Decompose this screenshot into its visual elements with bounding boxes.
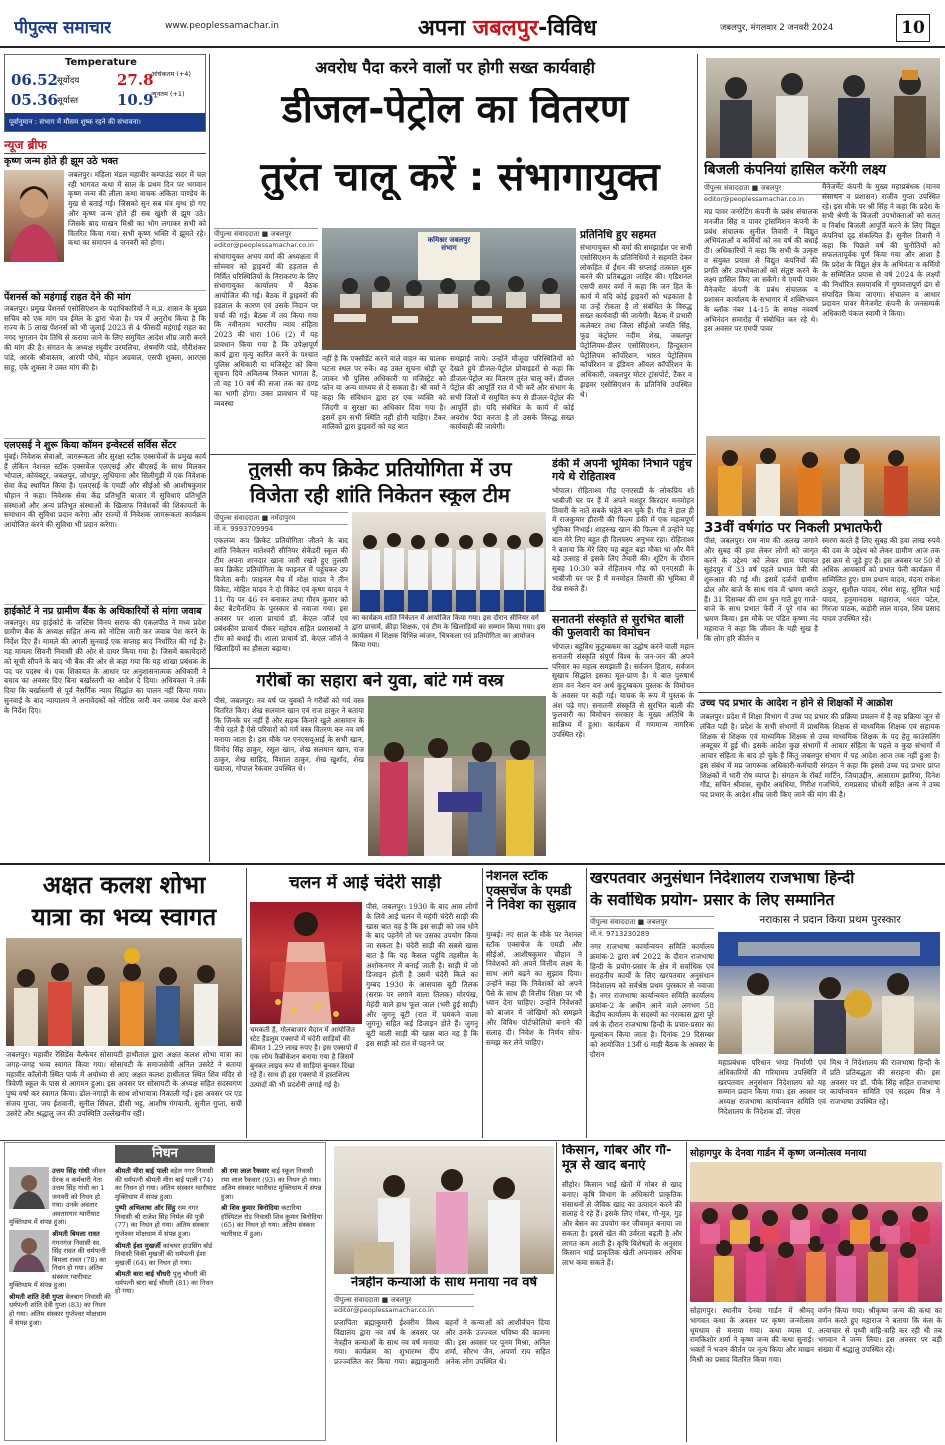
obituary-text-3: बेलबाग निवासी की धर्मपत्नी शांति देवी गुप्ता (83) का निधन हो गया। अंतिम संस्कार गुप्तेश्वर मोक्षधाम में संपन्न हुआ। xyxy=(9,1292,111,1327)
weather-forecast: पूर्वानुमान : संभाग में मौसम शुष्क रहने की संभावना। xyxy=(5,113,205,131)
lead-col-3: समझाई जाये। उन्होंने मौजूदा परिस्थितियों को देखते हुये डीजल-पेट्रोल प्रोवाइडरों से कहा कि डीजल-पेट्रोल का वितरण तुरंत चालू करें। डीजल पेट्रोल की आपूर्ति रात में भी करें और संभाग के सभी जिलों में समुचित रूप से डीजल-पेट्रोल की आपूर्ति हो। यदि संबंधित के कार्य में कोई अवरोध पैदा करता है तो उसके विरुद्ध सख्त कार्यवाही की जायेगी। xyxy=(450,354,574,432)
brief-item-3-body: मुंबई। निवेशक सेवाओं, जागरूकता और सुरक्षा स्टॉक एक्सचेंजों के प्रमुख कार्य हैं लेकिन नेशनल स्टॉक एक्सचेंज एलएसई और बीएसई के साथ मिलकर भोपाल, कोयंबटूर, जबलपुर, जोधपुर, लुधियाना और सिलीगुड़ी में एक निवेशक सेवा केंद्र स्थापित किया है। एलएसई के एमडी और सीईओ श्री आशीषकुमार चौहान ने कहा। निवेशक सेवा केंद्र प्रतिभूति बाजार में सुविधाएं प्रतिभूति संस्थाओं और अन्य प्रतिभूत संस्थाओं के खिलाफ निवेशकों की शिकायतों के समाधान की सुविधा प्रदान करेगा और राज्यों में निवेशक जागरूकता कार्यक्रम आयोजित करने की सुविधा भी प्रदान करेगा। xyxy=(4,451,206,530)
sunrise-time: 06.52 xyxy=(11,71,58,89)
obituary-text-9: कटारिया हॉस्पिटल रोड निवासी शिव कुमार बिनोदिया (65) का निधन हो गया। अंतिम संस्कार ग्वारीघाट में हुआ। xyxy=(221,1204,323,1238)
obituary-name-6: श्रीमती ईशा मुखर्जी xyxy=(115,1241,161,1250)
teachers-body: जबलपुर। प्रदेश में शिक्षा विभाग में उच्च पद प्रभार की प्रक्रिया प्रचलन में है वह प्रक्रिया जून से लंबित पड़ी है। प्रदेश के सभी संभागों में प्राथमिक शिक्षक से माध्यमिक शिक्षक एवं सहायक शिक्षक से शिक्षक एवं माध्यमिक शिक्षक से उच्च माध्यमिक शिक्षक के पद हेतु काउंसलिंग अक्टूबर में हुई थी। इसके आदेश कुछ संभागों में आचार संहिता के पहले व कुछ संभागों में आचार संहिता के बाद हो चुके हैं किंतु जबलपुर संभाग में यह आदेश आज तक नहीं हुआ है। इस संबंध में मप्र जागरूक अधिकारी-कर्मचारी संगठन ने कहा कि इससे उच्च पद प्रभार प्राप्त शिक्षकों में भारी रोष व्याप्त है। संगठन के रॉबर्ट मार्टिन, जियाउद्दीन, आसाराम झारिया, दिनेश गौंड, सचिन श्रीवास, सुधीर अवधिया, गिरीश गजभिये, रामप्रसाद चौधरी सहित अन्य ने उच्च पद प्रभार के आदेश शीघ्र जारी किए जाने की मांग की है। xyxy=(700,712,940,800)
tulsi-headline-line1: तुलसी कप क्रिकेट प्रतियोगिता में उप xyxy=(248,458,512,481)
news-brief-label: न्यूज ब्रीफ xyxy=(4,136,206,154)
nidhan-col-1 xyxy=(9,1167,111,1439)
obituary-item-8 xyxy=(221,1167,323,1201)
lead-headline-line1: डीजल-पेट्रोल का वितरण xyxy=(281,88,629,132)
donation-illustration xyxy=(368,696,546,856)
column-divider xyxy=(482,868,483,1138)
obituary-item-4 xyxy=(115,1167,217,1201)
obituary-name-2: श्रीमती बिमला रावत xyxy=(52,1229,100,1238)
portrait-illustration xyxy=(9,1230,49,1272)
prabhatferi-col-2: स्मरण करते हैं लिए सुबह की हवा लाख रुपये की दवा के उद्देश्य को लेकर ग्रामीण आज तक इस क्रम से जुड़े हुए हैं। इस अवसर पर 50 से अधिक आयकार्य को प्रभात फेरी कार्यक्रम में सम्मिलित हुए। ग्राम प्रधान यादव, वंदना राकेश ठाकुर, सुशील यादव, रमेश साहू, सुमित भाई यादव, हनुमानदास महाराज, भरत पटेल, गिरजा पाठक, कड़ोरी लाल यादव, शिव प्रसाद यादव उपस्थित रहे। xyxy=(822,536,940,624)
brief-item-1-title: कृष्ण जन्म होते ही झूम उठे भक्त xyxy=(4,156,119,167)
crowd-illustration xyxy=(690,1162,942,1302)
brief-item-2-body: जबलपुर। प्रमुख पेंशनर्स एसोसिएशन के पदाधिकारियों ने म.प्र. शासन के मुख्य सचिव को एक मांग पत्र ईमेल के द्वारा भेजा है। पत्र में अनुरोध किया है कि राज्य के 5 लाख पेंशनर्स को भी जुलाई 2023 से 4 फीसदी महंगाई राहत का नगद भुगतान देय तिथि से कराया जाने के लिए समुचित आदेश शीघ्र जारी करने की मांग की है। संगठन के अध्यक्ष रघुवीर उरमलिया, शेषमणि पांडे, गौरीशंकर पांडे, आरके श्रीवास्तव, आरपी पौधे, मोहन अग्रवाल, एसपी शुक्ला, आरएस साहू, एके शुक्ला ने उक्त मांग की है। xyxy=(4,303,206,372)
power-headline: बिजली कंपनियां हासिल करेंगी लक्ष्य xyxy=(704,162,886,178)
teachers-headline: उच्च पद प्रभार के आदेश न होने से शिक्षकों में आक्रोश xyxy=(700,698,893,709)
rajbhasha-col-3: मिश्र ने निदेशालय की राजभाषा हिन्दी के प्रति प्रतिबद्धता की सराहना की। इस अवसर पर डॉ. पीके सिंह सहित राजभाषा कार्यान्वयन समिति एवं सदस्य मिश्र ने राजभाषा उपस्थित रहे। xyxy=(830,1058,940,1107)
portrait-illustration xyxy=(9,1167,49,1209)
lead-meeting-photo xyxy=(322,228,576,350)
section-divider xyxy=(698,692,942,693)
column-divider xyxy=(686,1142,687,1442)
section-title xyxy=(418,12,597,42)
sunset-label: सूर्यास्त xyxy=(57,96,79,106)
nidhan-col-2 xyxy=(115,1167,217,1439)
kisan-headline: किसान, गोबर और गौ-मूत्र से खाद बनाएं xyxy=(562,1144,672,1173)
rajbhasha-col-1: नगर राजभाषा कार्यान्वयन समिति कार्यालय क्रमांक-2 द्वारा वर्ष 2022 के दौरान राजभाषा हिन्दी के प्रयोग-प्रसार के क्षेत्र में सर्वाधिक एवं सराहनीय कार्यों के लिए खरपतवार अनुसंधान निदेशालय को सर्वश्रेष्ठ प्रथम पुरस्कार से नवाजा है। नगर राजभाषा कार्यान्वयन समिति कार्यालय क्रमांक-2 के अधीन आने वाले लगभग 58 केंद्रीय कार्यालय के सदस्यों का नराकास द्वारा पूरे वर्ष के दौरान राजभाषा हिन्दी के प्रचार-प्रसार का मूल्यांकन किया जाता है। दिनांक 29 दिसम्बर को आयोजित 13वीं 6 माही बैठक के अवसर के दौरान xyxy=(590,942,714,1059)
garm-vastra-photo xyxy=(368,696,546,856)
tulsi-phone: मो.नं. 9993709994 xyxy=(214,525,274,533)
obituary-item-9 xyxy=(221,1204,323,1238)
navjyoti-byline: पीपुल्स संवाददाता ■ जबलपुर xyxy=(334,1294,474,1307)
navjyoti-email[interactable]: editor@peoplessamachar.co.in xyxy=(334,1306,434,1314)
lead-photo-banner: कमिश्नर जबलपुर संभाग xyxy=(427,236,471,253)
column-divider xyxy=(246,868,247,1138)
award-illustration xyxy=(718,932,940,1054)
section-suffix: -विविध xyxy=(538,16,597,41)
garm-vastra-headline: गरीबों का सहारा बने युवा, बांटे गर्म वस्त्र xyxy=(256,672,504,691)
brief-item-4-body: जबलपुर। मप्र हाईकोर्ट के जस्टिस विनय सराफ की एकलपीठ ने मध्य प्रदेश ग्रामीण बैंक के अध्यक्ष सहित अन्य को नोटिस जारी कर जवाब पेश करने के निर्देश दिए हैं। मामले की अगली सुनवाई एक सप्ताह बाद निर्धारित की गई है। यह मामला सिवनी निवासी की ओर से दायर किया गया है। जिसमें बकायेदारों को सूची सौंपने के बाद भी बैंक की ओर से कहा गया कि यह शाखा प्रबंधक के पद पर पदस्थ थे। एक शिकायत के आधार पर अनुशासनात्मक अधिकारी ने बचाव का अवसर दिए बिना बर्खास्तगी का आदेश दे दिया। अधिवक्ता ने तर्क दिया कि बर्खास्तगी से पूर्व नैसर्गिक न्याय सिद्धांत का पालन नहीं किया गया। सुनवाई के बाद न्यायालय ने अनावेदकों को नोटिस जारी कर जवाब पेश करने के निर्देश दिए। xyxy=(4,617,206,715)
rajbhasha-byline: पीपुल्स संवाददाता ■ जबलपुर xyxy=(590,916,714,929)
obituary-text-7: पुलु चौधरी की धर्मपत्नी बारा बाई चौधरी (81) का निधन हो गया। xyxy=(115,1270,214,1296)
rajbhasha-award-photo xyxy=(718,932,940,1054)
brief-item-2-title: पेंशनर्स को महंगाई राहत देने की मांग xyxy=(4,290,206,304)
officials-illustration xyxy=(706,58,940,158)
brief-item-3-title: एलएसई ने शुरू किया कॉमन इन्वेस्टर्स सर्विस सेंटर xyxy=(4,438,206,452)
page-divider xyxy=(0,863,945,865)
max-temp: 27.8 xyxy=(117,71,154,89)
navjyoti-headline: नेत्रहीन कन्याओं के साथ मनाया नव वर्ष xyxy=(351,1276,537,1290)
obituary-item-3 xyxy=(9,1293,111,1327)
obituary-text-2: गंगनगंज निवासी स्व. सिंह रावत की धर्मपत्नी बिमला रावत (78) का निधन हो गया। अंतिम संस्कार ग्वारीघाट मुक्तिधाम में संपन्न हुआ। xyxy=(9,1238,107,1290)
power-email[interactable]: editor@peoplessamachar.co.in xyxy=(704,195,804,203)
lead-col-2: नहीं है कि एक्सीडेंट करने वाले वाहन का चालक घटना स्थल पर रुके। वह उक्त सूचना थोड़ी दूर जाकर भी पुलिस अधिकारी या मजिस्ट्रेट को फोन या अन्य माध्यम से दे सकता है। श्री वर्मा ने कहा कि संविधान द्वारा हर एक व्यक्ति को जिंदगी व सुरक्षा का अधिकार दिया गया है। इसमें हम सभी स्थिति नहीं होनी चाहिए। टैंकर मालिकों द्वारा ड्राइवरों को यह बात xyxy=(322,354,446,432)
chanderi-saree-photo xyxy=(250,902,362,1024)
brief-portrait-photo xyxy=(4,170,64,262)
chanderi-caption: चमकती है, गोलबाजार मैदान में आयोजित स्टेट हैंडलूम एक्सपो में चंदेरी साड़ियों की कीमत 1.29 लाख रुपए है। इस एक्सपो में एक लोम फैब्रीकेशन बनाया गया है जिसमें बुनकर लाइव रूप से साड़ियां बुनकर दिखा रहे हैं। साथ ही इस एक्सपो में हस्तशिल्प उत्पादों की भी प्रदर्शनी लगाई गई है। xyxy=(250,1026,358,1089)
sohagpur-headline: सोहागपुर के देनवा गार्डन में कृष्ण जन्मोत्सव मनाया xyxy=(690,1148,867,1159)
team-illustration xyxy=(352,512,546,612)
akshat-body: जबलपुर। महावीर रेसिडेंस वैल्फेयर सोसायटी हाथीताल द्वारा अक्षत कलश शोभा यात्रा का जगह-जगह भव्य स्वागत किया गया। सोसायटी के समाजसेवी अनिल उसरेटे ने बताया महावीर कॉलोनी स्थित पार्क में अयोध्या से आए अक्षत कलश हाथीताल स्थित शिव मंदिर से त्रिवेणी स्कूल के पास से आगमन हुआ। इस अवसर पर सोसायटी के अध्यक्ष सहित सदस्यगण पुष्प वर्षा कर स्वागत किया। ढोल-नगाड़ों के साथ शोभायात्रा निकाली गई। इस अवसर पर एड संजय गुप्ता, जय ईशवानी, सुनील सिंघल, डीसी भट्ट, आशीष गंगवानी, सुनील गुप्ता, सची उसरेटे और श्रद्धालु जन की उपस्थिति उल्लेखनीय रही। xyxy=(6,1050,242,1118)
section-divider xyxy=(210,454,696,455)
page-number: 10 xyxy=(896,14,930,42)
column-divider xyxy=(209,54,210,862)
column-divider xyxy=(697,54,698,639)
obituary-text-1: जीवन प्रेरक व कर्मचारी नेता उत्तम सिंह गांधी का 1 जनवरी को निधन हो गया। उनके अवतार अवतारगार ग्वारीघाट मुक्तिधाम में संपन्न हुआ। xyxy=(9,1167,106,1227)
nidhan-box xyxy=(4,1142,326,1441)
tulsi-team-photo xyxy=(352,512,546,612)
section-divider xyxy=(550,610,696,611)
lead-email[interactable]: editor@peoplessamachar.co.in xyxy=(214,241,314,249)
akshat-headline-line1: अक्षत कलश शोभा xyxy=(42,872,206,899)
akshat-headline-line2: यात्रा का भव्य स्वागत xyxy=(31,904,217,931)
lead-headline-line2: तुरंत चालू करें : संभागायुक्त xyxy=(260,156,660,200)
obituary-name-1: उत्तम सिंह गांधी xyxy=(52,1167,90,1175)
chanderi-body: पीसं, जबलपुर। 1930 के बाद आम लोगों के लिये आई चलन में महंगी चंदेरी साड़ी की खास बात यह है कि इस साड़ी को जब धोने के बाद पहनेंगे तो घर उसका उपयोग किया जा सकता है। चंदेरी साड़ी की सबसे खास बात है कि यह कैसल पहुंचि तहसील के अशोकनगर में बनाई जाती है। साड़ी में जो डिजाइन होती है उसमें चंदेरी किले का गुम्बद 1930 के आसपास बूटी तिलक (सरफ़ पर लगाने वाला तिलक) मोरपंख, मेहंदी वाले हाथ फूल जाल (भरी हुई साड़ी) और जुगनू बूटी (रात में चमकने वाला जुगनू) सहित कई डिजाइन होते हैं। जुगनू बूटी वाली साड़ी की खास बात यह है कि इस साड़ी को रात में पहनने पर xyxy=(366,902,478,1048)
section-divider xyxy=(210,668,548,669)
obituary-item-6 xyxy=(115,1242,217,1268)
masthead xyxy=(0,0,945,48)
lead-byline: पीपुल्स संवाददाता ■ जबलपुर xyxy=(214,228,318,241)
obituary-name-4: श्रीमती मीरा बाई पाली xyxy=(115,1167,169,1175)
sohagpur-photo xyxy=(690,1162,942,1302)
rohitashv-headline: डंकी में अपनी भूमिका निभाने पहुंच गये थे रोहिताश्व xyxy=(552,458,692,483)
section-city: जबलपुर xyxy=(472,16,539,41)
section-prefix: अपना xyxy=(418,16,473,41)
nse-headline: नेशनल स्टॉक एक्सचेंज के एमडी ने निवेश का सुझाव xyxy=(486,870,577,914)
akshat-procession-photo xyxy=(6,938,242,1046)
lead-col-1: संभागायुक्त अभय वर्मा की अध्यक्षता में सोमवार को ड्राइवरों की हड़ताल से निर्मित परिस्थितियों के निराकरण के लिए संभागायुक्त कार्यालय में बैठक आयोजित की गई। बैठक में ड्राइवरों की हड़ताल के कारण एवं उसके निदान पर चर्चा की गई। बैठक में तय किया गया कि नवीनतम भारतीय न्याय संहिता 2023 की धारा 106 (2) में यह प्रावधान किया गया है कि उपेक्षापूर्ण कार्य द्वारा मृत्यु कारित करने के पश्चात पुलिस अधिकारी या मजिस्ट्रेट को बिना सूचना दिये अविलम्ब निकल भागता है, तो वह 10 वर्ष की सजा तक का दण्ड का भागी होगा। उक्त प्रावधान में यह व्यवस्था xyxy=(214,252,318,408)
prabhatferi-headline: 33वीं वर्षगांठ पर निकली प्रभातफेरी xyxy=(704,520,882,536)
obituary-text-6: कांचघर हाउसिंग बोर्ड निवासी विकी मुखर्जी की धर्मपत्नी ईशा मुखर्जी (64) का निधन हो गया। xyxy=(115,1241,213,1267)
tulsi-headline-line2: विजेता रही शांति निकेतन स्कूल टीम xyxy=(250,484,510,507)
obituary-name-8: श्री रमा लाल रैकवार xyxy=(221,1167,270,1175)
prabhatferi-col-1: पीसं, जबलपुर। राम नाम की अलख जगाने और सुबह की हवा लेकर लोगों को जागृत करने के उद्देश्य को लेकर ग्राम पंचायत सुहंदपुर में 33 वर्ष पहले प्रभात फेरी की शुरुआत की गई थी। इसमें दर्जनों ग्रामीण ढोल और बाजे के साथ गांव में भ्रमण करते हैं। 31 दिसम्बर की राम धुन गाते हुए गाजे-बाजे के साथ प्रभात फेरी ने पूरे गांव का भ्रमण किया। इस मौके पर पंडित कृष्णा नंद महाराज ने कहा कि जीवन के यही सुख है कि लोग हरि कीर्तन व xyxy=(704,536,818,643)
tulsi-byline: पीपुल्स संवाददाता ■ नर्मदापुरम xyxy=(214,512,348,525)
sunset-time: 05.36 xyxy=(11,91,58,109)
obituary-item-5 xyxy=(115,1204,217,1238)
obituary-portrait-2 xyxy=(9,1230,49,1272)
girls-illustration xyxy=(334,1146,554,1274)
power-officials-photo xyxy=(706,58,940,158)
website[interactable]: www.peoplessamachar.in xyxy=(165,21,279,31)
nse-body: मुम्बई। नए साल के मौके पर नेशनल स्टॉक एक्सचेंज के एमडी और सीईओ, आशीषकुमार चौहान ने निवेशकों को अपने वित्तीय लक्ष्य के साथ आगे बढ़ने का सुझाव दिया। उन्होंने कहा कि निवेशकों को अपने पैसे के साथ ही वित्तीय शिक्षा पर भी ध्यान देना चाहिए। उन्होंने निवेशकों को बाजार में जोखिमों को समझने और विविध पोर्टफोलियो बनाने की सलाह दी। निवेश के निर्णय सोच-समझ कर लेने चाहिए। xyxy=(486,930,582,1047)
column-divider xyxy=(586,868,587,1138)
min-temp: 10.9 xyxy=(117,91,154,109)
tulsi-caption: का कार्यक्रम शांति निकेतन में आयोजित किया गया। इस दौरान सीनियर वर्ग द्वारा प्राचार्य, क्रीड़ा शिक्षक, एवं टीम के खिलाड़ियों का सम्मान किया गया। इस कार्यक्रम में शिक्षक विभिन्न व्यंजन, चित्रकला एवं प्रतियोगिता का आयोजन किया गया। xyxy=(352,614,546,650)
rajbhasha-headline-line1: खरपतवार अनुसंधान निदेशालय राजभाषा हिन्दी xyxy=(590,870,855,887)
obituary-portrait-1 xyxy=(9,1167,49,1209)
dateline: जबलपुर, मंगलवार 2 जनवरी 2024 xyxy=(720,23,834,33)
sohagpur-col-2: वर्णन किया गया। श्रीकृष्ण जन्म की कथा का वर्णन करते हुए महाराज ने बताया कि कंस के अत्याचार से पृथ्वी त्राहि-त्राहि कर रही थी तब भगवान ने जन्म लिया। इस अवसर पर बड़ी संख्या में श्रद्धालु उपस्थित रहे। xyxy=(818,1306,942,1355)
saree-illustration xyxy=(250,902,362,1024)
portrait-illustration xyxy=(4,170,64,262)
power-byline: पीपुल्स संवाददाता ■ जबलपुर xyxy=(704,182,844,195)
sohagpur-col-1: सोहागपुर। स्थानीय देनवा गार्डन में श्रीमद् भागवत कथा के अवसर पर कृष्ण जन्मोत्सव धूमधाम से मनाया गया। कथा व्यास पं. रामकिशोर शर्मा ने कृष्ण जन्म की कथा सुनाई। भक्तों ने भजन कीर्तन पर नृत्य किया और माखन मिश्री का प्रसाद वितरित किया गया। xyxy=(690,1306,814,1364)
lead-subhead: प्रतिनिधि हुए सहमत xyxy=(580,229,657,241)
lead-kicker: अवरोध पैदा करने वालों पर होगी सख्त कार्यवाही xyxy=(315,58,595,77)
brief-item-1-body: जबलपुर। महिला मंडल महावीर कम्पाउंड सदर में चल रही भागवत कथा में साल के प्रथम दिन पर भगवान कृष्ण जन्म की लीला कथा वाचक अंकिता पाण्डेय के मुख से बताई गई। जिसको सुन सब मंत्र मुग्ध हो गए और कृष्ण जन्म होते ही सब खुशी से झूम उठे। जिसके बाद माखन मिश्री का भोग लगाकर सभी को वितरित किया गया। सभी कृष्ण भक्ति में झूमते रहे। कथा का समापन 4 जनवरी को होगा। xyxy=(68,169,206,248)
rajbhasha-headline-line2: के सर्वाधिक प्रयोग- प्रसार के लिए सम्मानित xyxy=(590,892,835,909)
obituary-text-5: राम नगर निवासी श्री राजेश सिंह निर्मल की पुत्री (77) का निधन हो गया। अंतिम संस्कार गुप्तेश्वर मोक्षधाम में संपन्न हुआ। xyxy=(115,1204,209,1238)
page-divider xyxy=(0,1140,945,1141)
news-brief-column xyxy=(4,136,206,861)
procession-illustration xyxy=(706,436,940,516)
nidhan-label: निधन xyxy=(115,1145,215,1163)
lead-col-4: संभागायुक्त श्री वर्मा की समझाईश पर सभी एसोसिएशन के प्रतिनिधियों ने सहमति देकर लोकहित में ईंधन की सप्लाई तत्काल शुरू करने की प्रतिबद्धता जाहिर की। एडिशनल एसपी समर वर्मा ने कहा कि जन हित के कार्य में यदि कोई ड्राइवरों को भड़काता है या उन्हें रोकता है तो संबंधित के विरुद्ध सख्त कार्यवाही की जायेगी। बैठक में प्रभारी कलेक्टर तथा जिला सीईओ जयति सिंह, फूड कंट्रोलर नदीम शेख, जबलपुर पेट्रोलियम-डीलर एसोसिएशन, हिन्दुस्तान पेट्रोलियम कॉर्पोरेशन, भारत पेट्रोलियम कॉर्पोरेशन व इंडियन ऑयल कॉर्पोरेशन के अधिकारी, जबलपुर मोटर ट्रांसपोर्ट, टैंकर व ड्राइवर एसोसिएशन के प्रतिनिधि उपस्थित थे। xyxy=(580,243,692,399)
tulsi-body: एकलव्य कप क्रिकेट प्रतियोगिता जीतने के बाद शांति निकेतन मातेश्वरी सीनियर सेकेंडरी स्कूल की टीम अपना शानदार खाना जारी रखते हुए तुलसी कप क्रिकेट प्रतियोगिता के फाइनल में पहुंचकर उप विजेता बनी। फाइनल मैच में मोक्ष यादव ने तीन विकेट, मोहित यादव ने दो विकेट एवं कृष्ण यादव ने 11 गेंद पर 46 रन बनाकर तथा गौरव कुमार को बेस्ट बैटमैनशिप के पुरस्कार से नवाजा गया। इस अवसर पर शाला प्राचार्य डॉ. केएल जॉर्ज एवं प्रबंधकीय प्राचार्य पीकर महोदय सहित प्रशासकों ने टीम को बधाई दी। शाला प्राचार्य डॉ. केएल जॉर्ज ने खिलाड़ियों का हौसला बढ़ाया। xyxy=(214,536,348,653)
obituary-text-8: बाई स्कूल निवासी रमा लाल रैकवार (93) का निधन हो गया। अंतिम संस्कार ग्वारीघाट मुक्तिधाम में संपन्न हुआ। xyxy=(221,1167,322,1201)
kalash-illustration xyxy=(6,938,242,1046)
paper-name: पीपुल्स समाचार xyxy=(14,18,112,38)
sanatan-headline: सनातनी संस्कृति से सुरभित बाली की फुलवारी का विमोचन xyxy=(552,614,684,639)
weather-title: Temperature xyxy=(65,57,137,68)
power-col-2: मैनेजमेंट कंपनी के मुख्य महाप्रबंधक (मानव संसाधन व प्रशासन) राजीव गुप्ता उपस्थित रहे। इस मौके पर श्री सिंह ने कहा कि प्रदेश के सभी श्रेणी के बिजली उपभोक्ताओं को सतत् व निर्बाध बिजली आपूर्ति करने के लिए विद्युत कंपनियां दृढ़ संकल्पित हैं। सुनील तिवारी ने कहा कि पिछले वर्ष की चुनौतियों को सफलतापूर्वक पूर्ण किया गया और आशा है कि प्रदेश के विद्युत क्षेत्र के अभियंता व कर्मियों के सम्मिलित प्रयास से वर्ष 2024 के लक्ष्यों की निर्धारित समयावधि में गुणवत्तापूर्ण ढंग से संपादित किया जाएगा। संचालन व आधार प्रदायन पावर मैनेजमेंट कंपनी के जनसम्पर्क अधिकारी पंकज स्वामी ने किया। xyxy=(822,182,940,319)
obituary-name-9: श्री शिव कुमार बिनोदिया xyxy=(221,1204,280,1213)
rajbhasha-col-2: महाप्रबंधक परिधान भण्ड निर्माणी एवं अधिकारियों की गरिमामय उपस्थिति में खरपतवार अनुसंधान निदेशालय को यह सम्मान प्रदान किया गया। इस अवसर पर अध्यक्ष राजभाषा कार्यान्वयन समिति एवं निदेशालय के निदेशक डॉ. जेएस xyxy=(718,1058,826,1116)
sanatan-body: भोपाल। बहुविध कुटुम्बकम का उद्घोष करने वाली महान सनातनी संस्कृति संपूर्ण विश्व के जन-जन की अपने परिवार का महत्व समझाती है। सर्वजन हिताय, सर्वजन सुखाय सिद्धांत इसका मूल-प्राण है। ये बात पुरुषार्थ शाम वन नेशन वन अर्थ कुटुम्बकम पुस्तक के विमोचन के अवसर पर कही गई। याचक के रूप में पुस्तक के अंश पढ़े गए। सनातनी संस्कृति से सुरभित बाली की फुलवारी का विमोचन सरकार के मुख्य अतिथि के सान्निध्य में हुआ। कार्यक्रम में गणमान्य नागरिक उपस्थित रहे। xyxy=(552,642,694,740)
rajbhasha-subhead: नराकास ने प्रदान किया प्रथम पुरस्कार xyxy=(759,914,901,926)
prabhatferi-photo xyxy=(706,436,940,516)
rohitashv-body: भोपाल। रोहिताश्व गौड़ एनएसडी के लोकप्रिय शो भाबीजी घर पर हैं में अपने मशहूर किरदार मनमोहन तिवारी के नाते सबके चहेते बन चुके हैं। गौड़ ने हाल ही में राजकुमार हीरानी की फिल्म डंकी में एक महत्वपूर्ण भूमिका निभाई। शाहरुख खान की फिल्म में उन्होंने यह बात मेरे लिए बहुत ही दिलचस्प अनुभव रहा। रोहिताश्व ने बताया कि मेरे लिए यह बहुत बड़ा मौका था और मैंने बड़े उत्साह से इसके लिए तैयारी की। शूटिंग के दौरान सुबह 10:30 बजे रोहिताश्व गौड़ को एनएसडी के भाबीजी घर पर हैं में मनमोहन तिवारी की भूमिका में देख सकते हैं। xyxy=(552,486,694,593)
sunrise-label: सूर्योदय xyxy=(57,76,80,86)
weather-box xyxy=(4,54,206,132)
chanderi-headline: चलन में आई चंदेरी साड़ी xyxy=(289,874,441,893)
rajbhasha-phone: मो.नं. 9713230289 xyxy=(590,930,650,938)
garm-vastra-body: पीसं, जबलपुर। नव वर्ष पर युवकों ने गरीबों को गर्म वस्त्र वितरित किए। शेख सलमान खान एवं राज ठाकुर ने बताया कि जिनके घर नहीं हैं और सड़क किनारे खुले आसमान के नीचे रहते हैं ऐसे परिवारों को गर्म वस्त्र वितरण कर नव वर्ष मनाया जाता है। इस मौके पर एनएसयूआई के सभी खान, विनोद सिंह ठाकुर, रसूल खान, शेख सलमान खान, राज ठाकुर, शेख साहिद, विशाल ठाकुर, शेख खुर्शाद, शेख ख्वाजा, गोपाल रैकवार उपस्थित थे। xyxy=(214,696,364,774)
brief-item-4-title: हाईकोर्ट ने नप्र ग्रामीण बैंक के अधिकारियों से मांगा जवाब xyxy=(4,604,206,618)
max-label: अधिकतम (+4) xyxy=(151,71,191,78)
obituary-name-7: श्रीमती बारा बाई चौधरी xyxy=(115,1270,171,1279)
min-label: न्यूनतम (+1) xyxy=(151,91,185,98)
power-col-1: मप्र पावर जनरेटिंग कंपनी के प्रबंध संचालक मनजीत सिंह व पावर ट्रांसमिशन कंपनी के प्रबंध संचालक सुनील तिवारी ने विद्युत अभियंताओं व कर्मियों को नव वर्ष की बधाई दी। अधिकारियों ने कहा कि सभी के उत्कृष्ट व संयुक्त प्रयास से विद्युत कंपनियों की प्रगति और उपभोक्ताओं को संतुष्ट करने के लक्ष्य हासिल किए जा सकेंगे। ये एमपी पावर मैनेजमेंट कंपनी के प्रबंध संचालक व प्रशासन कार्यालय के सभागार में शक्तिभवन के ब्लॉक नंबर 14-15 के समक्ष नववर्ष अभिनंदन समारोह में संबोधित कर रहे थे। इस अवसर पर एमपी पावर xyxy=(704,207,818,334)
column-divider xyxy=(556,1142,557,1442)
obituary-name-5: पुष्पी अभिलाषा ऑर सिंहु xyxy=(115,1204,176,1213)
obituary-item-7 xyxy=(115,1270,217,1296)
obituary-name-3: श्रीमती शांति देवी गुप्ता xyxy=(9,1292,64,1301)
navjyoti-body: प्रजापिता ब्रह्माकुमारी ईश्वरीय विश्व विद्यालय द्वारा नव वर्ष के अवसर पर नेत्रहीन कन्याओं के साथ नव वर्ष मनाया गया। कार्यक्रम का शुभारम्भ दीप प्रज्ज्वलित कर किया गया। ब्रह्माकुमारी बहनों ने कन्याओं को आशीर्वचन दिया और उनके उज्ज्वल भविष्य की कामना की। इस अवसर पर पूनम मिश्रा, अनिल शर्मा, सौरभ जैन, अपर्णा राय सहित अनेक लोग उपस्थित थे। xyxy=(334,1318,550,1367)
navjyoti-photo xyxy=(334,1146,554,1274)
kisan-body: सीहोर। किसान भाई खेतों में गोबर से खाद बनाए। कृषि विभाग के अधिकारी प्राकृतिक संसाधनों से जैविक खाद का उत्पादन करने की सलाह दे रहे हैं। इसके लिए गोबर, गौ-मूत्र, गुड़ और बेसन का उपयोग कर जीवामृत बनाया जा सकता है। इससे खेत की उर्वरता बढ़ती है और लागत कम आती है। कृषि विशेषज्ञों के अनुसार किसान भाई प्राकृतिक खेती अपनाकर अधिक लाभ कमा सकते हैं। xyxy=(562,1180,682,1268)
obituary-text-4: बड़ेल नगर निवासी की धर्मपत्नी श्रीमती मीरा बाई पाली (74) का निधन हो गया। अंतिम संस्कार ग्वारीघाट मुक्तिधाम में संपन्न हुआ। xyxy=(115,1167,216,1201)
nidhan-col-3 xyxy=(221,1167,323,1439)
